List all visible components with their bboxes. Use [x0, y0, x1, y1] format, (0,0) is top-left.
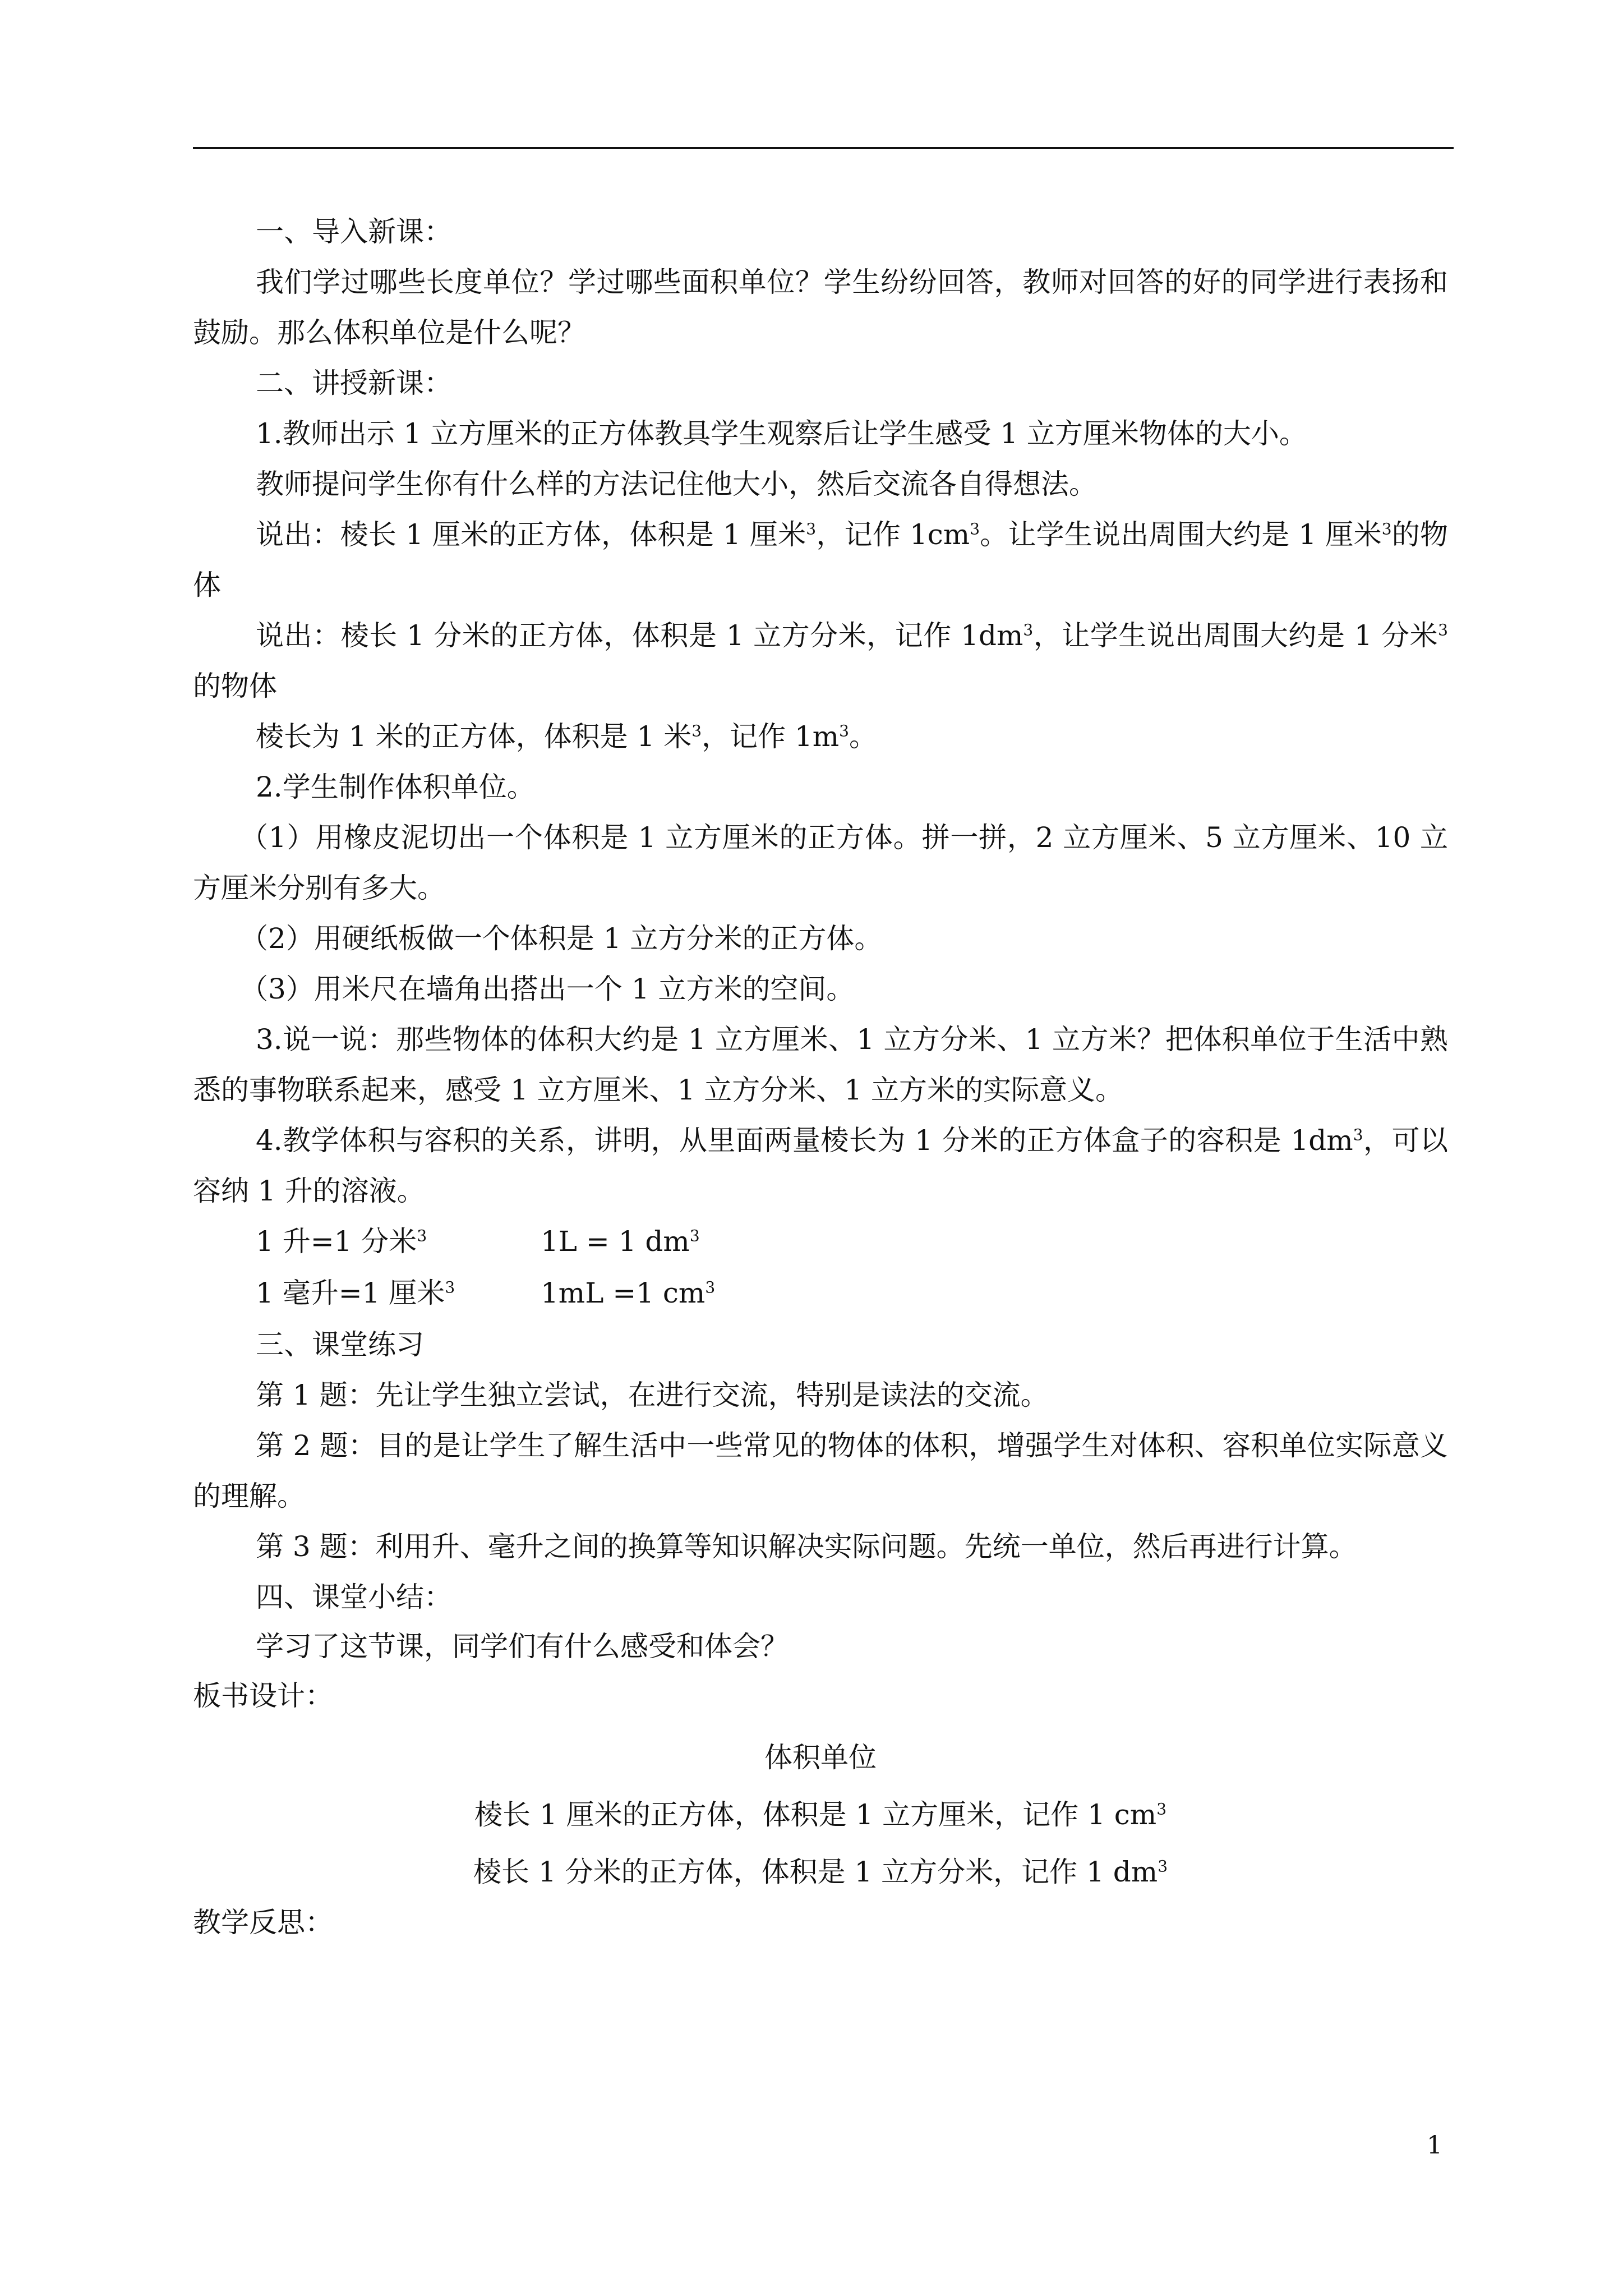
header-rule: [193, 147, 1454, 149]
teach-paragraph-11: 4.教学体积与容积的关系，讲明，从里面两量棱长为 1 分米的正方体盒子的容积是 $1dm^3$，可以容纳 1 升的溶液。: [193, 1124, 1448, 1207]
teach-paragraph-3: 说出：棱长 1 厘米的正方体，体积是 1 厘米$^3$，记作 $1cm^3$。让学生说出周围大约是 1 厘米$^3$的物体: [193, 518, 1448, 601]
teaching-reflection-label: 教学反思：: [193, 1906, 333, 1939]
practice-question-1: 第 1 题：先让学生独立尝试，在进行交流，特别是读法的交流。: [256, 1379, 1049, 1411]
formula-milliliter-chinese: 1 毫升=1 厘米$^3$: [256, 1277, 455, 1309]
formula-liter-chinese: 1 升=1 分米$^3$: [256, 1225, 427, 1258]
intro-paragraph: 我们学过哪些长度单位？学过哪些面积单位？学生纷纷回答，教师对回答的好的同学进行表扬和鼓励。那么体积单位是什么呢？: [193, 266, 1448, 349]
formula-milliliter-symbol: 1mL =1 $cm^3$: [541, 1277, 716, 1309]
formula-row-liter: [193, 1216, 1448, 1268]
board-title: 体积单位: [764, 1741, 877, 1774]
teach-paragraph-6: 2.学生制作体积单位。: [256, 771, 535, 803]
practice-question-3: 第 3 题：利用升、毫升之间的换算等知识解决实际问题。先统一单位，然后再进行计算。: [256, 1530, 1357, 1563]
teach-paragraph-8: （2）用硬纸板做一个体积是 1 立方分米的正方体。: [240, 922, 883, 955]
teach-paragraph-10: 3.说一说：那些物体的体积大约是 1 立方厘米、1 立方分米、1 立方米？把体积单位于生活中熟悉的事物联系起来，感受 1 立方厘米、1 立方分米、1 立方米的实际意义。: [193, 1023, 1448, 1106]
section-heading-practice: 三、课堂练习: [256, 1328, 424, 1361]
formula-row-milliliter: [193, 1268, 1448, 1319]
summary-paragraph: 学习了这节课，同学们有什么感受和体会？: [256, 1630, 789, 1663]
board-line-cm: 棱长 1 厘米的正方体，体积是 1 立方厘米，记作 1 $cm^3$: [474, 1798, 1167, 1831]
teach-paragraph-5: 棱长为 1 米的正方体，体积是 1 米$^3$，记作 $1m^3$。: [256, 720, 877, 753]
section-heading-summary: 四、课堂小结：: [256, 1581, 452, 1613]
section-heading-teach: 二、讲授新课：: [256, 367, 452, 399]
teach-paragraph-2: 教师提问学生你有什么样的方法记住他大小，然后交流各自得想法。: [256, 468, 1097, 500]
teach-paragraph-7: （1）用橡皮泥切出一个体积是 1 立方厘米的正方体。拼一拼，2 立方厘米、5 立方厘米、10 立方厘米分别有多大。: [193, 821, 1448, 904]
page-number: 1: [1427, 2131, 1442, 2160]
practice-question-2: 第 2 题：目的是让学生了解生活中一些常见的物体的体积，增强学生对体积、容积单位实际意义的理解。: [193, 1429, 1448, 1512]
document-content: [193, 206, 1448, 1948]
board-line-dm: 棱长 1 分米的正方体，体积是 1 立方分米，记作 1 $dm^3$: [473, 1856, 1168, 1888]
teach-paragraph-4: 说出：棱长 1 分米的正方体，体积是 1 立方分米，记作 $1dm^3$，让学生说出周围大约是 1 分米$^3$的物体: [193, 619, 1448, 702]
board-design-label: 板书设计：: [193, 1680, 333, 1712]
section-heading-intro: 一、导入新课：: [256, 215, 452, 248]
teach-paragraph-1: 1.教师出示 1 立方厘米的正方体教具学生观察后让学生感受 1 立方厘米物体的大小。: [256, 417, 1307, 450]
teach-paragraph-9: （3）用米尺在墙角出搭出一个 1 立方米的空间。: [240, 973, 855, 1005]
formula-liter-symbol: 1L = 1 $dm^3$: [541, 1225, 700, 1258]
